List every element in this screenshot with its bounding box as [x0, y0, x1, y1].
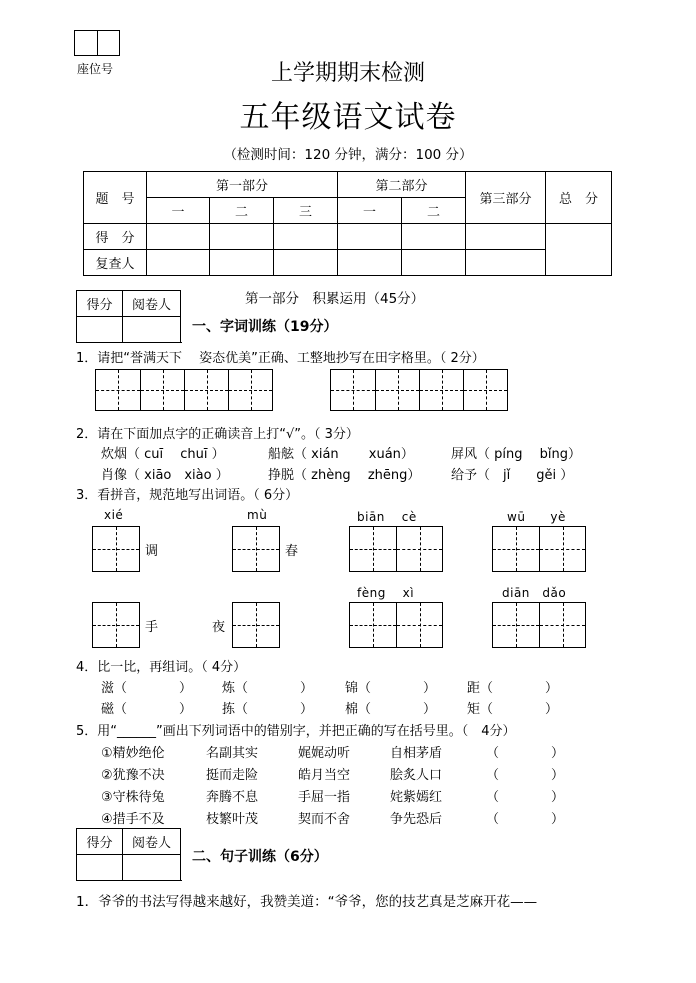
grid-cell[interactable]	[350, 527, 396, 571]
q4-text: 4．比一比，再组词。（ 4分）	[76, 660, 247, 675]
check-cell[interactable]	[147, 250, 210, 276]
row-score-label: 得 分	[84, 224, 147, 250]
grid-cell[interactable]	[396, 603, 442, 647]
given-char: 手	[145, 620, 159, 635]
q4-item: 滋（ ）	[101, 681, 193, 696]
grid-cell[interactable]	[233, 527, 279, 571]
check-cell[interactable]	[210, 250, 274, 276]
header-part3: 第三部分	[466, 172, 546, 224]
grid-cell[interactable]	[493, 527, 539, 571]
q5-word: ②犹豫不决	[101, 768, 165, 783]
grader-score-label: 得分	[77, 829, 123, 855]
q2-item: 屏风（ píng bǐng）	[451, 447, 581, 462]
divider	[120, 342, 182, 343]
grader-score-cell[interactable]	[77, 855, 123, 881]
header-total: 总 分	[546, 172, 612, 224]
grid-cell[interactable]	[140, 370, 184, 410]
score-cell[interactable]	[210, 224, 274, 250]
given-char: 调	[145, 544, 159, 559]
q3-text: 3．看拼音，规范地写出词语。（ 6分）	[76, 488, 299, 503]
q5-word: 契而不舍	[298, 812, 351, 827]
writing-grid-q1a[interactable]	[95, 369, 273, 411]
q5-answer[interactable]: （ ）	[486, 768, 565, 783]
grader-score-cell[interactable]	[77, 317, 123, 343]
q5-answer[interactable]: （ ）	[486, 812, 565, 827]
seat-label: 座位号	[77, 62, 114, 76]
grid-cell[interactable]	[493, 603, 539, 647]
check-cell[interactable]	[466, 250, 546, 276]
row-check-label: 复查人	[84, 250, 147, 276]
sub-p1-1: 一	[147, 198, 210, 224]
q5-word: 奔腾不息	[206, 790, 259, 805]
q2-text: 2．请在下面加点字的正确读音上打“√”。（ 3分）	[76, 427, 359, 442]
grader-reviewer-label: 阅卷人	[123, 291, 181, 317]
sub-p2-1: 一	[338, 198, 402, 224]
score-cell[interactable]	[466, 224, 546, 250]
q5-word: 自相茅盾	[390, 746, 443, 761]
grid-cell[interactable]	[463, 370, 507, 410]
total-score-cell[interactable]	[546, 224, 612, 276]
q5-answer[interactable]: （ ）	[486, 746, 565, 761]
header-tihao: 题 号	[84, 172, 147, 224]
q5-word: 争先恐后	[390, 812, 443, 827]
header-part1: 第一部分	[147, 172, 338, 198]
q5-word: 姹紫嫣红	[390, 790, 443, 805]
grid-cell[interactable]	[331, 370, 375, 410]
given-char: 夜	[212, 620, 226, 635]
writing-grid-mu[interactable]	[232, 526, 280, 572]
grader-box	[76, 828, 181, 881]
q4-item: 距（ ）	[467, 681, 559, 696]
sub-p1-2: 二	[210, 198, 274, 224]
exam-info: （检测时间：120 分钟，满分：100 分）	[223, 147, 473, 163]
sub-p2-2: 二	[402, 198, 466, 224]
q4-item: 棉（ ）	[345, 702, 437, 717]
q2-item: 炊烟（ cuī chuī ）	[101, 447, 225, 462]
writing-grid-feng-xi[interactable]	[349, 602, 443, 648]
q4-item: 磁（ ）	[101, 702, 193, 717]
pinyin-label: diān dǎo	[502, 586, 567, 600]
grid-cell[interactable]	[375, 370, 419, 410]
grader-score-label: 得分	[77, 291, 123, 317]
grid-cell[interactable]	[233, 603, 279, 647]
grid-cell[interactable]	[539, 527, 585, 571]
grid-cell[interactable]	[539, 603, 585, 647]
exam-subject: 五年级语文试卷	[239, 100, 457, 135]
exam-title: 上学期期末检测	[270, 61, 425, 86]
q5-word: 名副其实	[206, 746, 259, 761]
grader-reviewer-label: 阅卷人	[123, 829, 181, 855]
writing-grid-q1b[interactable]	[330, 369, 508, 411]
seat-number-box[interactable]	[74, 30, 120, 56]
seat-digit-1[interactable]	[75, 31, 97, 55]
seat-digit-2[interactable]	[97, 31, 120, 55]
given-char: 春	[285, 544, 299, 559]
q2-item: 船舷（ xián xuán）	[268, 447, 414, 462]
grid-cell[interactable]	[184, 370, 228, 410]
q5-word: ③守株待兔	[101, 790, 165, 805]
q5-answer[interactable]: （ ）	[486, 790, 565, 805]
grid-cell[interactable]	[93, 527, 139, 571]
grid-cell[interactable]	[228, 370, 272, 410]
grid-cell[interactable]	[419, 370, 463, 410]
writing-grid-bian-ce[interactable]	[349, 526, 443, 572]
divider	[120, 880, 182, 881]
q4-item: 锦（ ）	[345, 681, 437, 696]
score-cell[interactable]	[338, 224, 402, 250]
q5-word: 皓月当空	[298, 768, 351, 783]
part1-header: 第一部分 积累运用（45分）	[245, 291, 425, 307]
grid-cell[interactable]	[93, 603, 139, 647]
header-part2: 第二部分	[338, 172, 466, 198]
grid-cell[interactable]	[96, 370, 140, 410]
q5-word: 娓娓动听	[298, 746, 351, 761]
q4-item: 矩（ ）	[467, 702, 559, 717]
q1-text: 1．请把“誉满天下 姿态优美”正确、工整地抄写在田字格里。（ 2分）	[76, 351, 485, 366]
grader-box	[76, 290, 181, 343]
grid-cell[interactable]	[350, 603, 396, 647]
grid-cell[interactable]	[396, 527, 442, 571]
score-cell[interactable]	[147, 224, 210, 250]
pinyin-label: fèng xì	[357, 586, 415, 600]
q2-item: 挣脱（ zhèng zhēng）	[268, 468, 421, 483]
q4-item: 炼（ ）	[222, 681, 314, 696]
check-cell[interactable]	[402, 250, 466, 276]
score-cell[interactable]	[402, 224, 466, 250]
q4-item: 拣（ ）	[222, 702, 314, 717]
grader-reviewer-cell[interactable]	[123, 317, 181, 343]
check-cell[interactable]	[274, 250, 338, 276]
pinyin-label: wū yè	[507, 510, 566, 524]
q5-word: 枝繁叶茂	[206, 812, 259, 827]
writing-grid-wu-ye[interactable]	[492, 526, 586, 572]
score-cell[interactable]	[274, 224, 338, 250]
pinyin-label: biān cè	[357, 510, 417, 524]
check-cell[interactable]	[338, 250, 402, 276]
q5-word: 手屈一指	[298, 790, 351, 805]
pinyin-label: mù	[247, 508, 268, 522]
score-table	[83, 171, 612, 276]
q5-word: ④措手不及	[101, 812, 165, 827]
q5-word: ①精妙绝伦	[101, 746, 165, 761]
writing-grid-dian-dao[interactable]	[492, 602, 586, 648]
q5-word: 挺而走险	[206, 768, 259, 783]
writing-grid-ye[interactable]	[232, 602, 280, 648]
s2-q1-text: 1．爷爷的书法写得越来越好，我赞美道：“爷爷，您的技艺真是芝麻开花——	[76, 894, 538, 910]
q2-item: 肖像（ xiāo xiào ）	[101, 468, 229, 483]
q5-word: 脍炙人口	[390, 768, 443, 783]
pinyin-label: xié	[104, 508, 124, 522]
section1-title: 一、字词训练（19分）	[192, 319, 338, 335]
q5-text: 5．用“______”画出下列词语中的错别字，并把正确的写在括号里。（ 4分）	[76, 724, 516, 739]
section2-title: 二、句子训练（6分）	[192, 849, 328, 865]
writing-grid-xie[interactable]	[92, 526, 140, 572]
grader-reviewer-cell[interactable]	[123, 855, 181, 881]
q2-item: 给予（ jǐ gěi ）	[451, 468, 574, 483]
writing-grid-shou[interactable]	[92, 602, 140, 648]
sub-p1-3: 三	[274, 198, 338, 224]
